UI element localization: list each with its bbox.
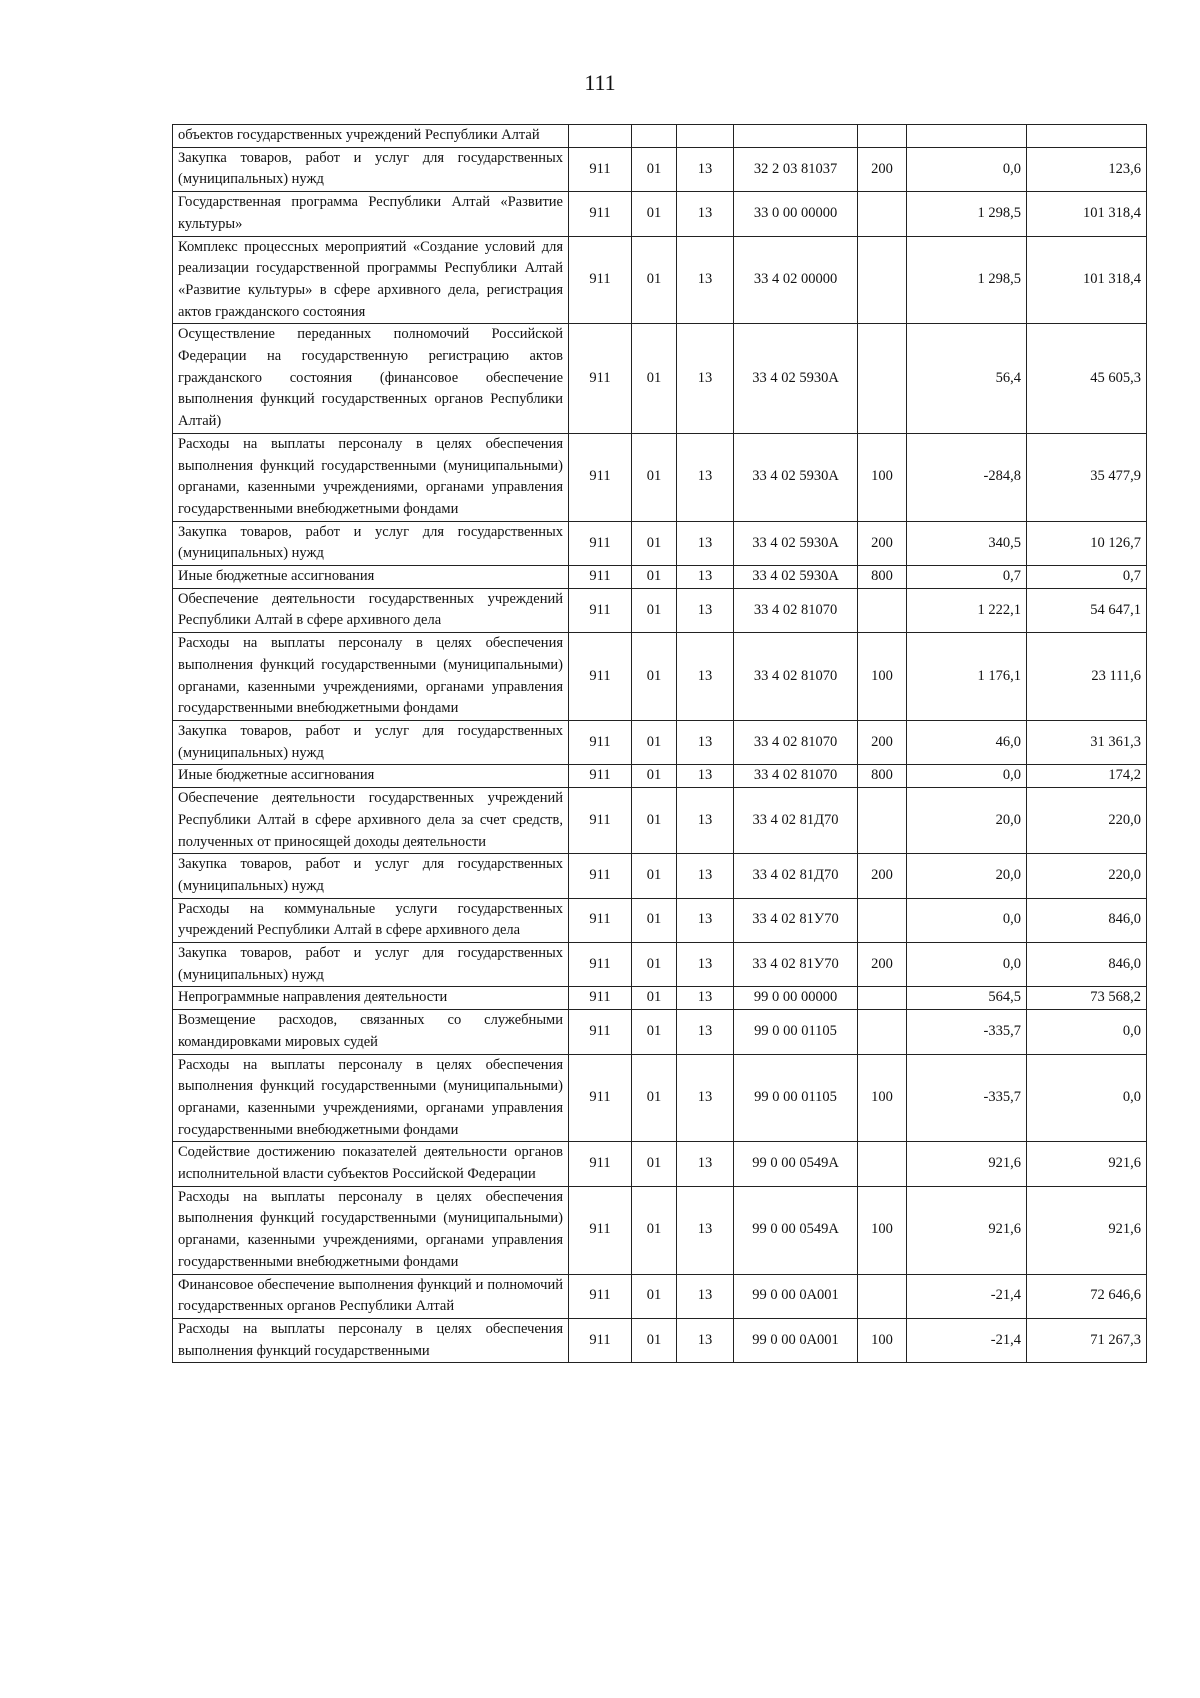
cell-subsection: 13 bbox=[677, 1010, 734, 1054]
cell-amount-change: 564,5 bbox=[907, 987, 1027, 1010]
cell-section bbox=[632, 125, 677, 148]
cell-subsection: 13 bbox=[677, 1142, 734, 1186]
cell-admin-code: 911 bbox=[569, 987, 632, 1010]
cell-amount-total: 921,6 bbox=[1027, 1186, 1147, 1274]
cell-subsection: 13 bbox=[677, 433, 734, 521]
cell-target-article: 33 4 02 5930А bbox=[734, 324, 858, 434]
cell-expense-type: 100 bbox=[858, 1318, 907, 1362]
budget-table bbox=[172, 124, 1147, 1363]
table-row bbox=[173, 788, 1147, 854]
cell-amount-change: 0,0 bbox=[907, 943, 1027, 987]
table-row bbox=[173, 854, 1147, 898]
cell-expense-type: 100 bbox=[858, 633, 907, 721]
cell-admin-code: 911 bbox=[569, 720, 632, 764]
cell-subsection: 13 bbox=[677, 588, 734, 632]
cell-section: 01 bbox=[632, 720, 677, 764]
cell-description: Непрограммные направления деятельности bbox=[173, 987, 569, 1010]
cell-description: объектов государственных учреждений Республики Алтай bbox=[173, 125, 569, 148]
cell-expense-type bbox=[858, 788, 907, 854]
cell-subsection: 13 bbox=[677, 192, 734, 236]
cell-admin-code: 911 bbox=[569, 943, 632, 987]
cell-section: 01 bbox=[632, 1274, 677, 1318]
cell-target-article: 33 0 00 00000 bbox=[734, 192, 858, 236]
cell-amount-total: 45 605,3 bbox=[1027, 324, 1147, 434]
cell-description: Расходы на выплаты персоналу в целях обеспечения выполнения функций государственными bbox=[173, 1318, 569, 1362]
cell-target-article: 33 4 02 81Д70 bbox=[734, 854, 858, 898]
cell-amount-change: 0,0 bbox=[907, 147, 1027, 191]
cell-description: Обеспечение деятельности государственных учреждений Республики Алтай в сфере архивного дела за счет средств, полученных от приносящей доходы деятельности bbox=[173, 788, 569, 854]
cell-subsection: 13 bbox=[677, 720, 734, 764]
cell-subsection: 13 bbox=[677, 1186, 734, 1274]
cell-target-article: 33 4 02 81Д70 bbox=[734, 788, 858, 854]
cell-admin-code: 911 bbox=[569, 588, 632, 632]
cell-section: 01 bbox=[632, 236, 677, 324]
table-row bbox=[173, 1010, 1147, 1054]
cell-description: Иные бюджетные ассигнования bbox=[173, 765, 569, 788]
cell-section: 01 bbox=[632, 788, 677, 854]
cell-target-article: 33 4 02 81У70 bbox=[734, 943, 858, 987]
cell-admin-code: 911 bbox=[569, 236, 632, 324]
cell-amount-total: 31 361,3 bbox=[1027, 720, 1147, 764]
cell-admin-code: 911 bbox=[569, 433, 632, 521]
cell-admin-code: 911 bbox=[569, 633, 632, 721]
cell-amount-change: 1 298,5 bbox=[907, 236, 1027, 324]
cell-expense-type: 800 bbox=[858, 566, 907, 589]
cell-amount-total: 0,7 bbox=[1027, 566, 1147, 589]
cell-amount-total: 0,0 bbox=[1027, 1010, 1147, 1054]
cell-expense-type bbox=[858, 1010, 907, 1054]
table-row bbox=[173, 1186, 1147, 1274]
cell-amount-change: 1 222,1 bbox=[907, 588, 1027, 632]
table-row bbox=[173, 566, 1147, 589]
cell-admin-code: 911 bbox=[569, 1318, 632, 1362]
cell-admin-code bbox=[569, 125, 632, 148]
cell-amount-total: 10 126,7 bbox=[1027, 521, 1147, 565]
cell-expense-type: 200 bbox=[858, 943, 907, 987]
cell-target-article: 99 0 00 0А001 bbox=[734, 1274, 858, 1318]
cell-amount-change: -21,4 bbox=[907, 1318, 1027, 1362]
table-row bbox=[173, 1142, 1147, 1186]
cell-section: 01 bbox=[632, 765, 677, 788]
cell-description: Расходы на выплаты персоналу в целях обеспечения выполнения функций государственными (муниципальными) органами, казенными учреждениями, органами управления государственными внебюджетными фондами bbox=[173, 1054, 569, 1142]
table-row bbox=[173, 720, 1147, 764]
cell-amount-total: 174,2 bbox=[1027, 765, 1147, 788]
cell-expense-type bbox=[858, 987, 907, 1010]
cell-amount-change: 56,4 bbox=[907, 324, 1027, 434]
cell-target-article: 33 4 02 81070 bbox=[734, 633, 858, 721]
cell-subsection: 13 bbox=[677, 566, 734, 589]
cell-target-article: 33 4 02 81070 bbox=[734, 588, 858, 632]
table-row bbox=[173, 521, 1147, 565]
cell-target-article: 33 4 02 81070 bbox=[734, 765, 858, 788]
cell-description: Государственная программа Республики Алтай «Развитие культуры» bbox=[173, 192, 569, 236]
cell-section: 01 bbox=[632, 433, 677, 521]
cell-amount-change: -284,8 bbox=[907, 433, 1027, 521]
cell-admin-code: 911 bbox=[569, 147, 632, 191]
cell-section: 01 bbox=[632, 1054, 677, 1142]
cell-target-article: 33 4 02 00000 bbox=[734, 236, 858, 324]
cell-expense-type: 800 bbox=[858, 765, 907, 788]
cell-section: 01 bbox=[632, 1142, 677, 1186]
cell-target-article: 99 0 00 00000 bbox=[734, 987, 858, 1010]
cell-description: Расходы на коммунальные услуги государственных учреждений Республики Алтай в сфере архивного дела bbox=[173, 898, 569, 942]
cell-amount-change: 340,5 bbox=[907, 521, 1027, 565]
cell-description: Закупка товаров, работ и услуг для государственных (муниципальных) нужд bbox=[173, 720, 569, 764]
table-row bbox=[173, 633, 1147, 721]
cell-section: 01 bbox=[632, 854, 677, 898]
cell-amount-change: 46,0 bbox=[907, 720, 1027, 764]
page-number: 111 bbox=[584, 70, 616, 95]
cell-subsection: 13 bbox=[677, 324, 734, 434]
cell-subsection: 13 bbox=[677, 788, 734, 854]
cell-subsection: 13 bbox=[677, 521, 734, 565]
cell-section: 01 bbox=[632, 987, 677, 1010]
cell-target-article: 33 4 02 81070 bbox=[734, 720, 858, 764]
cell-subsection: 13 bbox=[677, 1274, 734, 1318]
cell-subsection bbox=[677, 125, 734, 148]
cell-amount-change: 921,6 bbox=[907, 1186, 1027, 1274]
cell-target-article: 99 0 00 0А001 bbox=[734, 1318, 858, 1362]
table-row bbox=[173, 765, 1147, 788]
cell-subsection: 13 bbox=[677, 898, 734, 942]
cell-amount-total: 921,6 bbox=[1027, 1142, 1147, 1186]
cell-amount-change: 20,0 bbox=[907, 788, 1027, 854]
cell-admin-code: 911 bbox=[569, 898, 632, 942]
cell-description: Закупка товаров, работ и услуг для государственных (муниципальных) нужд bbox=[173, 147, 569, 191]
table-row bbox=[173, 192, 1147, 236]
cell-amount-change: 20,0 bbox=[907, 854, 1027, 898]
cell-subsection: 13 bbox=[677, 633, 734, 721]
cell-amount-change: -335,7 bbox=[907, 1010, 1027, 1054]
cell-section: 01 bbox=[632, 633, 677, 721]
cell-description: Осуществление переданных полномочий Российской Федерации на государственную регистрацию актов гражданского состояния (финансовое обеспечение выполнения функций государственных органов Республики Алтай) bbox=[173, 324, 569, 434]
table-body bbox=[173, 125, 1147, 1363]
cell-amount-total: 0,0 bbox=[1027, 1054, 1147, 1142]
cell-expense-type: 200 bbox=[858, 521, 907, 565]
cell-expense-type bbox=[858, 192, 907, 236]
cell-section: 01 bbox=[632, 192, 677, 236]
cell-amount-change: 0,0 bbox=[907, 765, 1027, 788]
cell-admin-code: 911 bbox=[569, 324, 632, 434]
cell-expense-type bbox=[858, 898, 907, 942]
cell-description: Закупка товаров, работ и услуг для государственных (муниципальных) нужд bbox=[173, 854, 569, 898]
cell-target-article: 33 4 02 5930А bbox=[734, 566, 858, 589]
cell-target-article: 33 4 02 5930А bbox=[734, 521, 858, 565]
cell-description: Содействие достижению показателей деятельности органов исполнительной власти субъектов Российской Федерации bbox=[173, 1142, 569, 1186]
cell-amount-total: 35 477,9 bbox=[1027, 433, 1147, 521]
cell-expense-type: 100 bbox=[858, 1054, 907, 1142]
cell-admin-code: 911 bbox=[569, 521, 632, 565]
cell-section: 01 bbox=[632, 521, 677, 565]
cell-description: Расходы на выплаты персоналу в целях обеспечения выполнения функций государственными (муниципальными) органами, казенными учреждениями, органами управления государственными внебюджетными фондами bbox=[173, 1186, 569, 1274]
cell-description: Расходы на выплаты персоналу в целях обеспечения выполнения функций государственными (муниципальными) органами, казенными учреждениями, органами управления государственными внебюджетными фондами bbox=[173, 633, 569, 721]
cell-admin-code: 911 bbox=[569, 1142, 632, 1186]
cell-amount-total: 73 568,2 bbox=[1027, 987, 1147, 1010]
cell-amount-change: 0,0 bbox=[907, 898, 1027, 942]
cell-amount-total: 846,0 bbox=[1027, 943, 1147, 987]
cell-target-article: 33 4 02 5930А bbox=[734, 433, 858, 521]
cell-amount-total: 72 646,6 bbox=[1027, 1274, 1147, 1318]
cell-description: Закупка товаров, работ и услуг для государственных (муниципальных) нужд bbox=[173, 521, 569, 565]
cell-admin-code: 911 bbox=[569, 765, 632, 788]
cell-section: 01 bbox=[632, 1010, 677, 1054]
table-row bbox=[173, 1318, 1147, 1362]
cell-expense-type bbox=[858, 125, 907, 148]
cell-target-article: 99 0 00 0549А bbox=[734, 1142, 858, 1186]
cell-description: Расходы на выплаты персоналу в целях обеспечения выполнения функций государственными (муниципальными) органами, казенными учреждениями, органами управления государственными внебюджетными фондами bbox=[173, 433, 569, 521]
table-row bbox=[173, 125, 1147, 148]
cell-description: Закупка товаров, работ и услуг для государственных (муниципальных) нужд bbox=[173, 943, 569, 987]
cell-amount-change: 0,7 bbox=[907, 566, 1027, 589]
cell-section: 01 bbox=[632, 566, 677, 589]
cell-section: 01 bbox=[632, 898, 677, 942]
table-row bbox=[173, 987, 1147, 1010]
cell-amount-change: 1 176,1 bbox=[907, 633, 1027, 721]
cell-target-article: 32 2 03 81037 bbox=[734, 147, 858, 191]
table-row bbox=[173, 1054, 1147, 1142]
table-row bbox=[173, 236, 1147, 324]
cell-expense-type bbox=[858, 324, 907, 434]
cell-subsection: 13 bbox=[677, 943, 734, 987]
cell-target-article: 99 0 00 0549А bbox=[734, 1186, 858, 1274]
cell-amount-total: 123,6 bbox=[1027, 147, 1147, 191]
cell-subsection: 13 bbox=[677, 987, 734, 1010]
cell-amount-change bbox=[907, 125, 1027, 148]
table-row bbox=[173, 588, 1147, 632]
cell-expense-type: 200 bbox=[858, 720, 907, 764]
cell-admin-code: 911 bbox=[569, 1274, 632, 1318]
cell-target-article: 99 0 00 01105 bbox=[734, 1010, 858, 1054]
cell-amount-total: 71 267,3 bbox=[1027, 1318, 1147, 1362]
cell-amount-change: 921,6 bbox=[907, 1142, 1027, 1186]
cell-admin-code: 911 bbox=[569, 1054, 632, 1142]
cell-subsection: 13 bbox=[677, 236, 734, 324]
cell-section: 01 bbox=[632, 1186, 677, 1274]
cell-target-article: 99 0 00 01105 bbox=[734, 1054, 858, 1142]
cell-subsection: 13 bbox=[677, 765, 734, 788]
cell-admin-code: 911 bbox=[569, 854, 632, 898]
cell-subsection: 13 bbox=[677, 854, 734, 898]
cell-section: 01 bbox=[632, 147, 677, 191]
cell-expense-type: 100 bbox=[858, 1186, 907, 1274]
cell-section: 01 bbox=[632, 1318, 677, 1362]
cell-amount-total: 101 318,4 bbox=[1027, 236, 1147, 324]
cell-description: Комплекс процессных мероприятий «Создание условий для реализации государственной программы Республики Алтай «Развитие культуры» в сфере архивного дела, регистрация актов гражданского состояния bbox=[173, 236, 569, 324]
cell-description: Иные бюджетные ассигнования bbox=[173, 566, 569, 589]
cell-expense-type: 100 bbox=[858, 433, 907, 521]
cell-expense-type bbox=[858, 236, 907, 324]
table-row bbox=[173, 943, 1147, 987]
cell-amount-change: -335,7 bbox=[907, 1054, 1027, 1142]
cell-amount-total: 220,0 bbox=[1027, 788, 1147, 854]
cell-section: 01 bbox=[632, 588, 677, 632]
cell-expense-type: 200 bbox=[858, 147, 907, 191]
cell-section: 01 bbox=[632, 943, 677, 987]
cell-amount-change: -21,4 bbox=[907, 1274, 1027, 1318]
cell-section: 01 bbox=[632, 324, 677, 434]
table-row bbox=[173, 147, 1147, 191]
table-row bbox=[173, 898, 1147, 942]
cell-subsection: 13 bbox=[677, 1054, 734, 1142]
cell-subsection: 13 bbox=[677, 1318, 734, 1362]
cell-admin-code: 911 bbox=[569, 1186, 632, 1274]
cell-amount-total bbox=[1027, 125, 1147, 148]
cell-expense-type bbox=[858, 1142, 907, 1186]
table-row bbox=[173, 324, 1147, 434]
cell-description: Обеспечение деятельности государственных учреждений Республики Алтай в сфере архивного дела bbox=[173, 588, 569, 632]
cell-subsection: 13 bbox=[677, 147, 734, 191]
cell-expense-type bbox=[858, 1274, 907, 1318]
cell-description: Финансовое обеспечение выполнения функций и полномочий государственных органов Республики Алтай bbox=[173, 1274, 569, 1318]
cell-amount-total: 101 318,4 bbox=[1027, 192, 1147, 236]
cell-amount-total: 23 111,6 bbox=[1027, 633, 1147, 721]
cell-expense-type: 200 bbox=[858, 854, 907, 898]
cell-admin-code: 911 bbox=[569, 192, 632, 236]
cell-admin-code: 911 bbox=[569, 566, 632, 589]
cell-target-article bbox=[734, 125, 858, 148]
cell-expense-type bbox=[858, 588, 907, 632]
table-row bbox=[173, 433, 1147, 521]
cell-description: Возмещение расходов, связанных со служебными командировками мировых судей bbox=[173, 1010, 569, 1054]
cell-admin-code: 911 bbox=[569, 1010, 632, 1054]
cell-amount-change: 1 298,5 bbox=[907, 192, 1027, 236]
cell-admin-code: 911 bbox=[569, 788, 632, 854]
cell-amount-total: 220,0 bbox=[1027, 854, 1147, 898]
cell-amount-total: 846,0 bbox=[1027, 898, 1147, 942]
cell-amount-total: 54 647,1 bbox=[1027, 588, 1147, 632]
table-row bbox=[173, 1274, 1147, 1318]
cell-target-article: 33 4 02 81У70 bbox=[734, 898, 858, 942]
